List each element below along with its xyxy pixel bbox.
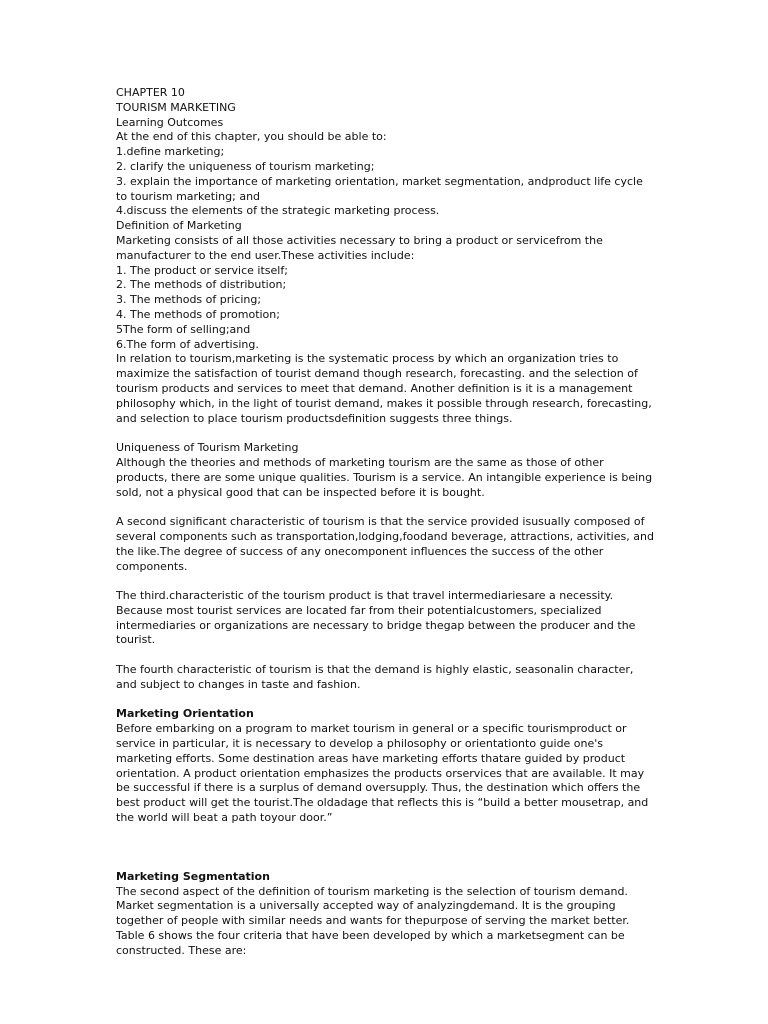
activity-item: 2. The methods of distribution; [116, 278, 287, 292]
outcome-item: 4.discuss the elements of the strategic marketing process. [116, 204, 440, 218]
outcome-item: 3. explain the importance of marketing orientation, market segmentation, andproduct life cycle to tourism marketing; and [116, 174, 643, 203]
activity-item: 5The form of selling;and [116, 322, 251, 336]
spacer [116, 426, 656, 441]
section-heading-learning-outcomes: Learning Outcomes [116, 115, 224, 129]
document-body [116, 86, 656, 959]
section-heading-uniqueness: Uniqueness of Tourism Marketing [116, 441, 299, 455]
paragraph: The third.characteristic of the tourism product is that travel intermediariesare a necessity. Because most tourist services are located far from their potentialcustomers, specialized intermediaries or organizations are necessary to bridge thegap between the producer and the tourist. [116, 589, 636, 647]
activity-item: 4. The methods of promotion; [116, 307, 280, 321]
section-heading-segmentation: Marketing Segmentation [116, 869, 270, 883]
section-heading-definition: Definition of Marketing [116, 219, 242, 233]
spacer [116, 693, 656, 708]
spacer [116, 826, 656, 870]
spacer [116, 500, 656, 515]
outcome-item: 2. clarify the uniqueness of tourism marketing; [116, 159, 375, 173]
paragraph: Although the theories and methods of marketing tourism are the same as those of other products, there are some unique qualities. Tourism is a service. An intangible experience is being sold, not a physical good that can be inspected before it is bought. [116, 455, 653, 499]
chapter-title: TOURISM MARKETING [116, 100, 236, 114]
activity-item: 3. The methods of pricing; [116, 293, 262, 307]
section-heading-orientation: Marketing Orientation [116, 707, 254, 721]
paragraph: Before embarking on a program to market tourism in general or a specific tourismproduct or service in particular, it is necessary to develop a philosophy or orientationto guide one's marketing efforts. Some destination areas have marketing efforts thatare guided by product orientation. A product orientation emphasizes the products orservices that are available. It may be successful if there is a surplus of demand oversupply. Thus, the destination which offers the best product will get the tourist.The oldadage that reflects this is “build a better mousetrap, and the world will beat a path toyour door.” [116, 722, 649, 825]
chapter-number: CHAPTER 10 [116, 86, 185, 99]
spacer [116, 648, 656, 663]
text-line: At the end of this chapter, you should be able to: [116, 130, 387, 144]
outcome-item: 1.define marketing; [116, 145, 225, 159]
activity-item: 1. The product or service itself; [116, 263, 288, 277]
paragraph: The second aspect of the definition of tourism marketing is the selection of tourism demand. Market segmentation is a universally accepted way of analyzingdemand. It is the grouping together of people with similar needs and wants for thepurpose of serving the market better. [116, 884, 630, 928]
activity-item: 6.The form of advertising. [116, 337, 259, 351]
paragraph: In relation to tourism,marketing is the systematic process by which an organization tries to maximize the satisfaction of tourist demand though research, forecasting. and the selection of tourism products and services to meet that demand. Another definition is it is a management philosophy which, in the light of tourist demand, makes it possible through research, forecasting, and selection to place tourism productsdefinition suggests three things. [116, 352, 652, 425]
paragraph: Marketing consists of all those activities necessary to bring a product or servicefrom the manufacturer to the end user.These activities include: [116, 233, 603, 262]
paragraph: Table 6 shows the four criteria that have been developed by which a marketsegment can be constructed. These are: [116, 929, 625, 957]
paragraph: A second significant characteristic of tourism is that the service provided isusually composed of several components such as transportation,lodging,foodand beverage, attractions, activities, and the like.The degree of success of any onecomponent influences the success of the other components. [116, 515, 654, 573]
paragraph: The fourth characteristic of tourism is that the demand is highly elastic, seasonalin character, and subject to changes in taste and fashion. [116, 663, 634, 691]
spacer [116, 574, 656, 589]
